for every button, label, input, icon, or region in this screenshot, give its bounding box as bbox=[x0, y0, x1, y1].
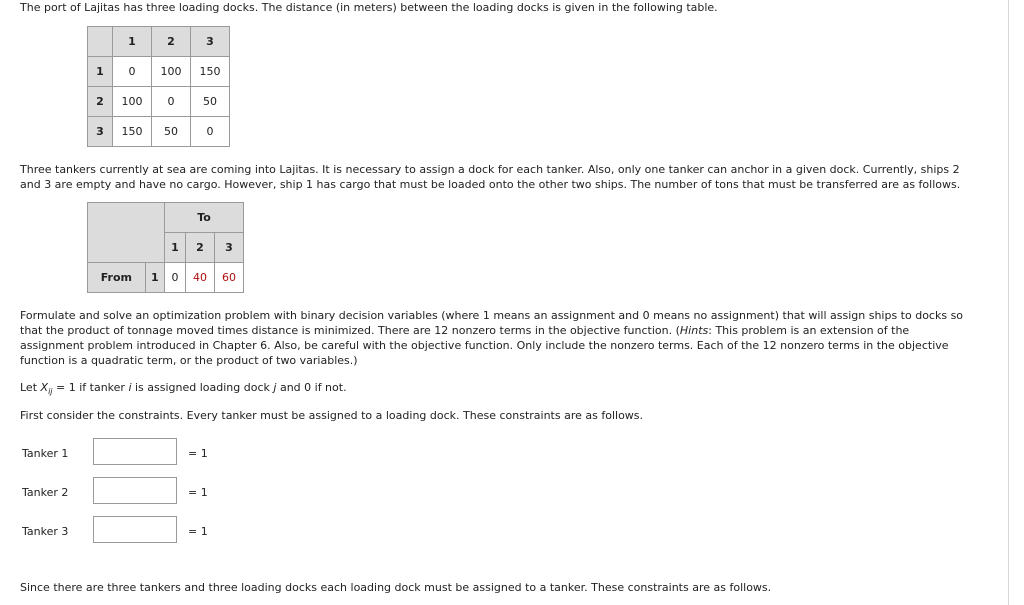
tankers-paragraph-line: and 3 are empty and have no cargo. However, ship 1 has cargo that must be loaded onto the other two ships. The number of tons that must be transferred are as follows. bbox=[20, 178, 961, 191]
tons-table bbox=[87, 202, 244, 293]
distance-cell: 50 bbox=[152, 117, 191, 147]
tankers-paragraph bbox=[20, 162, 960, 192]
tons-row-header: 1 bbox=[145, 263, 164, 293]
distance-cell: 0 bbox=[152, 87, 191, 117]
distance-cell: 100 bbox=[152, 57, 191, 87]
distance-col-header: 2 bbox=[152, 27, 191, 57]
table-row bbox=[88, 263, 244, 293]
variable-definition: Let $X_{ij} = 1$ if tanker i is assigned loading dock j and 0 if not. bbox=[20, 381, 347, 397]
formulation-line: function is a quadratic term, or the product of two variables.) bbox=[20, 354, 358, 367]
table-row bbox=[88, 57, 230, 87]
hints-label: Hints bbox=[679, 324, 709, 337]
distance-row-header: 3 bbox=[88, 117, 113, 147]
tanker-2-label: Tanker 2 bbox=[22, 486, 69, 499]
tankers-paragraph-line: Three tankers currently at sea are coming into Lajitas. It is necessary to assign a dock for each tanker. Also, only one tanker can anchor in a given dock. Currently, ships 2 bbox=[20, 163, 960, 176]
tons-from-header: From bbox=[88, 263, 146, 293]
intro-text: The port of Lajitas has three loading docks. The distance (in meters) between the loading docks is given in the following table. bbox=[20, 1, 718, 14]
distance-col-header: 3 bbox=[191, 27, 230, 57]
tons-to-header: To bbox=[165, 203, 244, 233]
distance-cell: 150 bbox=[191, 57, 230, 87]
tanker-2-constraint-input[interactable] bbox=[93, 477, 177, 504]
distance-cell: 0 bbox=[191, 117, 230, 147]
distance-col-header: 1 bbox=[113, 27, 152, 57]
formulation-paragraph bbox=[20, 308, 1005, 368]
distance-row-header: 2 bbox=[88, 87, 113, 117]
constraints-intro: First consider the constraints. Every tanker must be assigned to a loading dock. These constraints are as follows. bbox=[20, 409, 644, 422]
table-row bbox=[88, 87, 230, 117]
tanker-2-rhs: = 1 bbox=[188, 486, 208, 499]
formulation-line: Formulate and solve an optimization problem with binary decision variables (where 1 means an assignment and 0 means no assignment) that will assign ships to docks so bbox=[20, 309, 964, 322]
distance-table-corner bbox=[88, 27, 113, 57]
variable-subscript: ij bbox=[48, 387, 53, 397]
tons-cell: 60 bbox=[215, 263, 244, 293]
table-row bbox=[88, 117, 230, 147]
tons-col-header: 2 bbox=[186, 233, 215, 263]
tons-col-header: 3 bbox=[215, 233, 244, 263]
tanker-1-rhs: = 1 bbox=[188, 447, 208, 460]
distance-cell: 100 bbox=[113, 87, 152, 117]
distance-cell: 150 bbox=[113, 117, 152, 147]
tanker-3-label: Tanker 3 bbox=[22, 525, 69, 538]
tons-cell: 0 bbox=[165, 263, 186, 293]
distance-row-header: 1 bbox=[88, 57, 113, 87]
tanker-3-constraint-input[interactable] bbox=[93, 516, 177, 543]
tanker-3-rhs: = 1 bbox=[188, 525, 208, 538]
dock-constraints-text: Since there are three tankers and three loading docks each loading dock must be assigned to a tanker. These constraints are as follows. bbox=[20, 581, 772, 594]
distance-cell: 50 bbox=[191, 87, 230, 117]
tanker-1-label: Tanker 1 bbox=[22, 447, 69, 460]
tons-col-header: 1 bbox=[165, 233, 186, 263]
variable-x: X bbox=[40, 381, 49, 394]
formulation-line: assignment problem introduced in Chapter 6. Also, be careful with the objective function. Only include the nonzero terms. Each of the 12 nonzero terms in the objective bbox=[20, 339, 949, 352]
distance-cell: 0 bbox=[113, 57, 152, 87]
distance-table bbox=[87, 26, 230, 147]
tons-cell: 40 bbox=[186, 263, 215, 293]
tanker-1-constraint-input[interactable] bbox=[93, 438, 177, 465]
formulation-line: that the product of tonnage moved times distance is minimized. There are 12 nonzero terms in the objective function. (Hints: This problem is an extension of the bbox=[20, 324, 910, 337]
tons-table-corner bbox=[88, 203, 165, 263]
